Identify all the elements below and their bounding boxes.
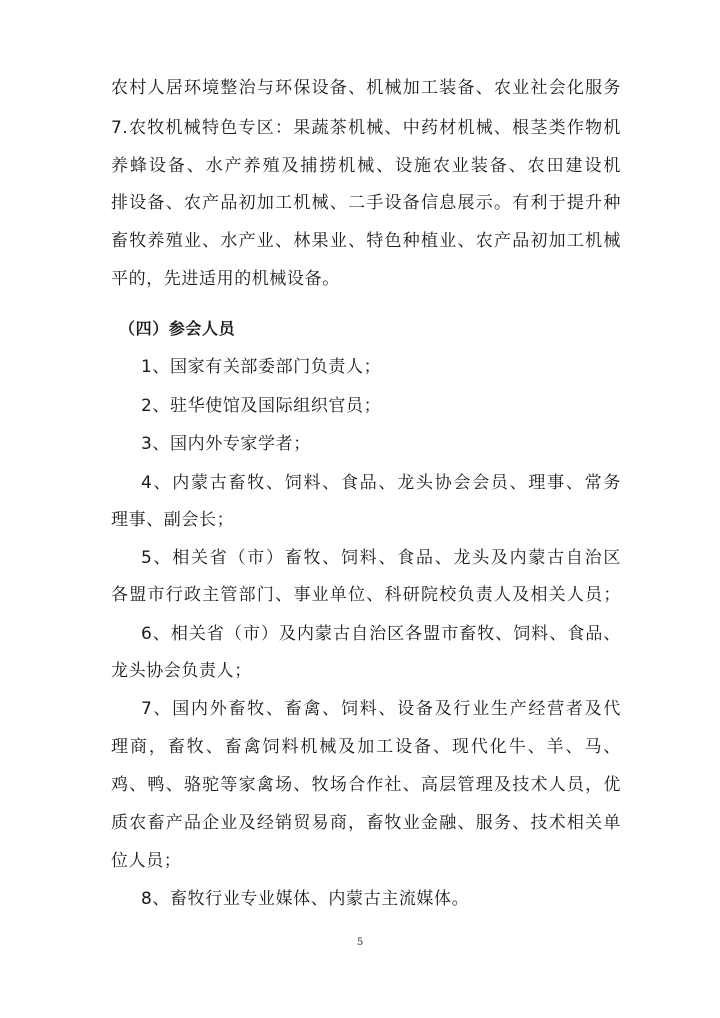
list-item: 7、国内外畜牧、畜禽、饲料、设备及行业生产经营者及代 [141, 699, 621, 719]
paragraph-line: 农村人居环境整治与环保设备、机械加工装备、农业社会化服务 [111, 78, 621, 98]
list-item: 4、内蒙古畜牧、饲料、食品、龙头协会会员、理事、常务 [141, 473, 621, 493]
page-number: 5 [356, 937, 364, 948]
list-item-continuation: 位人员； [111, 851, 182, 871]
list-item: 6、相关省（市）及内蒙古自治区各盟市畜牧、饲料、食品、 [141, 624, 621, 644]
list-item-continuation: 质农畜产品企业及经销贸易商，畜牧业金融、服务、技术相关单 [111, 813, 621, 833]
list-item-continuation: 理事、副会长； [111, 510, 235, 530]
list-item: 8、畜牧行业专业媒体、内蒙古主流媒体。 [141, 889, 470, 909]
list-item-continuation: 龙头协会负责人； [111, 661, 252, 681]
list-item: 3、国内外专家学者； [141, 434, 311, 454]
list-item: 5、相关省（市）畜牧、饲料、食品、龙头及内蒙古自治区 [141, 548, 621, 568]
section-heading: （四）参会人员 [119, 319, 236, 338]
list-item-continuation: 理商，畜牧、畜禽饲料机械及加工设备、现代化牛、羊、马、 [111, 737, 621, 757]
paragraph-line: 养蜂设备、水产养殖及捕捞机械、设施农业装备、农田建设机 [111, 156, 621, 176]
paragraph-line: 畜牧养殖业、水产业、林果业、特色种植业、农产品初加工机械 [111, 231, 621, 251]
paragraph-line: 7.农牧机械特色专区：果蔬茶机械、中药材机械、根茎类作物机 [111, 118, 621, 138]
list-item: 1、国家有关部委部门负责人； [141, 357, 382, 377]
list-item-continuation: 各盟市行政主管部门、事业单位、科研院校负责人及相关人员； [111, 585, 621, 605]
list-item-continuation: 鸡、鸭、骆驼等家禽场、牧场合作社、高层管理及技术人员，优 [111, 775, 621, 795]
paragraph-line: 排设备、农产品初加工机械、二手设备信息展示。有利于提升种 [111, 193, 621, 213]
paragraph-line: 平的，先进适用的机械设备。 [111, 269, 340, 289]
list-item: 2、驻华使馆及国际组织官员； [141, 396, 382, 416]
